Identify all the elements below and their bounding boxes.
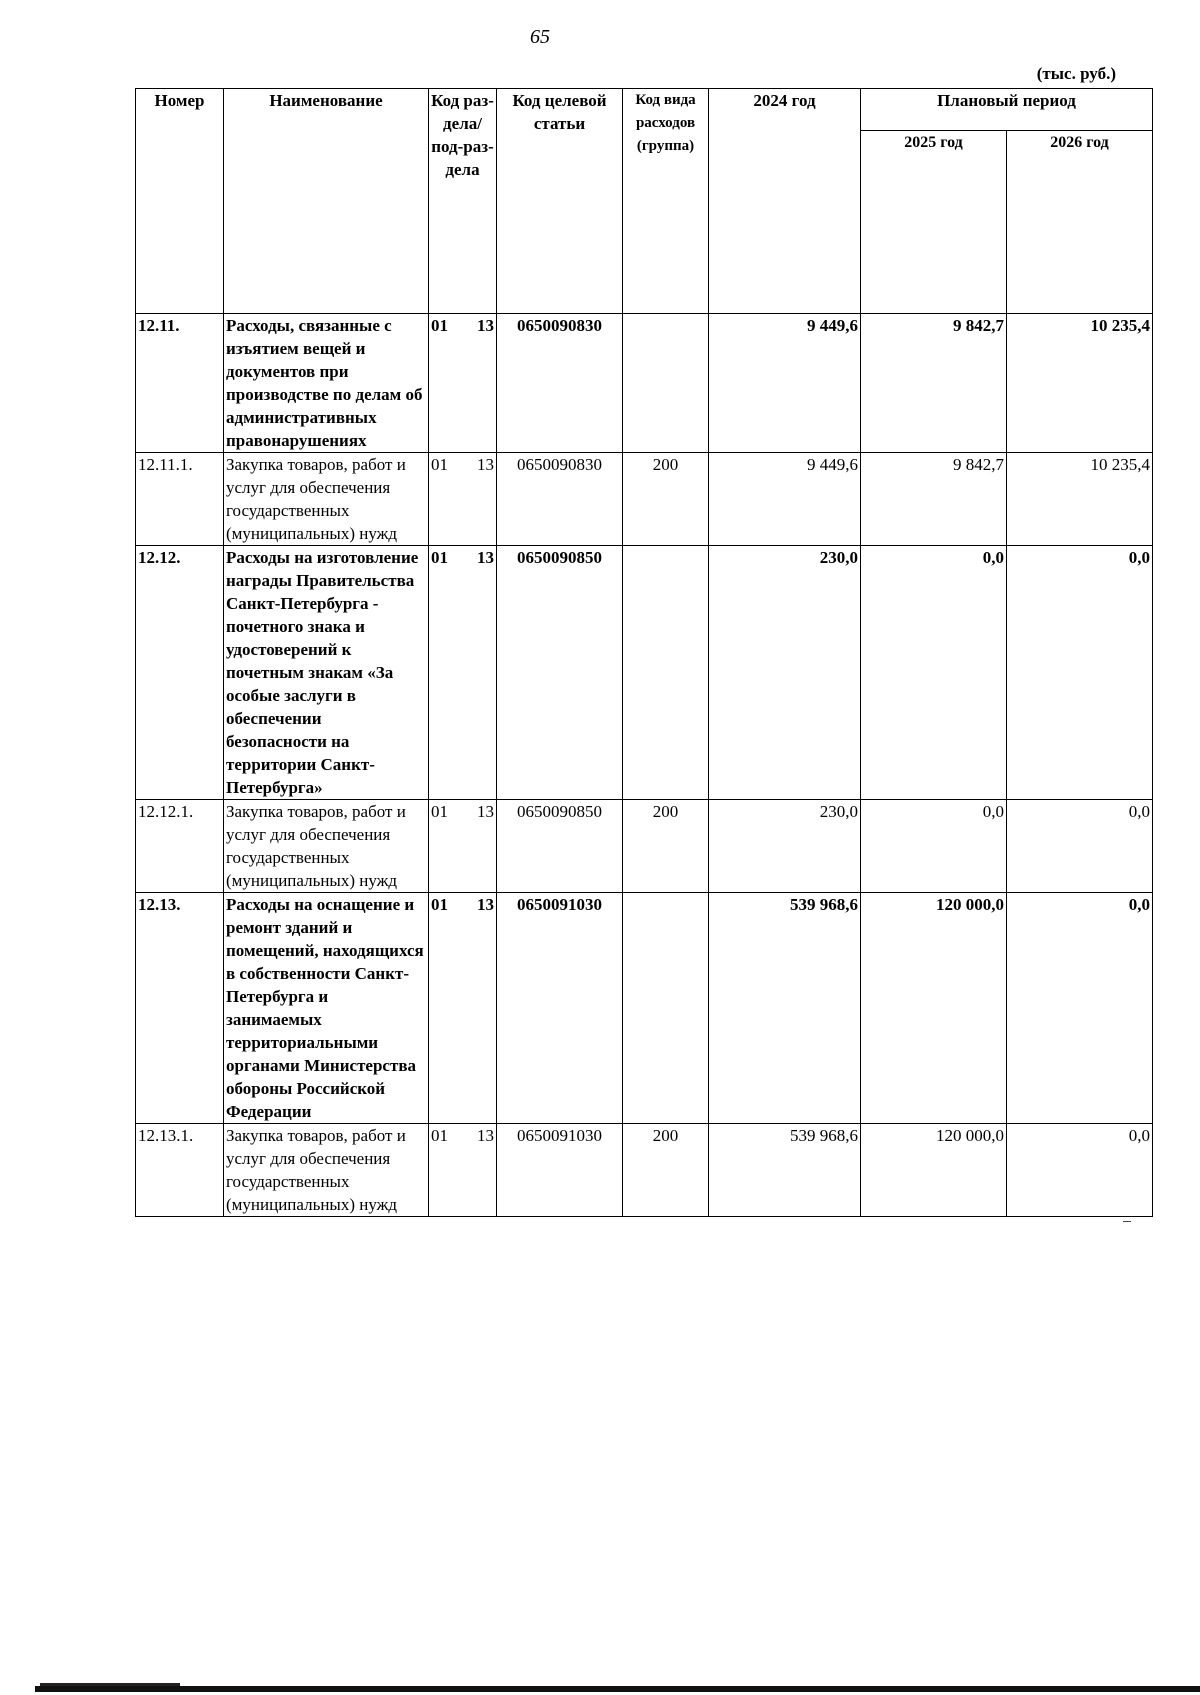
table-row (136, 314, 1153, 453)
row-value-2025: 9 842,7 (861, 453, 1007, 546)
units-label: (тыс. руб.) (1036, 64, 1116, 83)
row-value-2024: 230,0 (709, 800, 861, 893)
row-section: 01 (431, 316, 448, 335)
row-value-2025: 9 842,7 (861, 314, 1007, 453)
table-row (136, 893, 1153, 1124)
row-section: 01 (431, 548, 448, 567)
row-subsection: 13 (477, 548, 494, 567)
row-target-code: 0650090830 (497, 453, 623, 546)
row-value-2026: 0,0 (1007, 893, 1153, 1124)
header-row (136, 89, 1153, 131)
table-row (136, 453, 1153, 546)
row-value-2026: 0,0 (1007, 800, 1153, 893)
row-expense-type: 200 (623, 453, 709, 546)
row-expense-type (623, 893, 709, 1124)
row-number: 12.13. (136, 893, 224, 1124)
row-name: Закупка товаров, работ и услуг для обеспечения государственных (муниципальных) нужд (224, 800, 429, 893)
budget-table (135, 88, 1153, 1217)
row-section: 01 (431, 802, 448, 821)
row-section-code (429, 1124, 497, 1217)
row-section: 01 (431, 455, 448, 474)
row-value-2025: 120 000,0 (861, 1124, 1007, 1217)
row-value-2024: 230,0 (709, 546, 861, 800)
row-subsection: 13 (477, 802, 494, 821)
row-subsection: 13 (477, 1126, 494, 1145)
row-section-code (429, 314, 497, 453)
row-value-2024: 539 968,6 (709, 893, 861, 1124)
row-section-code (429, 453, 497, 546)
row-name: Закупка товаров, работ и услуг для обеспечения государственных (муниципальных) нужд (224, 1124, 429, 1217)
row-expense-type (623, 314, 709, 453)
row-subsection: 13 (477, 316, 494, 335)
row-subsection: 13 (477, 455, 494, 474)
table-row (136, 800, 1153, 893)
row-expense-type: 200 (623, 800, 709, 893)
header-year-2025: 2025 год (861, 131, 1007, 314)
row-expense-type (623, 546, 709, 800)
row-name: Расходы на изготовление награды Правительства Санкт-Петербурга - почетного знака и удостоверений к почетным знакам «За особые заслуги в обеспечении безопасности на территории Санкт-Петербурга» (224, 546, 429, 800)
row-number: 12.12. (136, 546, 224, 800)
row-value-2026: 10 235,4 (1007, 453, 1153, 546)
row-value-2025: 120 000,0 (861, 893, 1007, 1124)
table-row (136, 546, 1153, 800)
row-number: 12.13.1. (136, 1124, 224, 1217)
row-number: 12.11. (136, 314, 224, 453)
table-row (136, 1124, 1153, 1217)
row-value-2026: 0,0 (1007, 546, 1153, 800)
row-value-2025: 0,0 (861, 800, 1007, 893)
row-value-2024: 9 449,6 (709, 453, 861, 546)
row-value-2026: 10 235,4 (1007, 314, 1153, 453)
row-value-2025: 0,0 (861, 546, 1007, 800)
row-value-2024: 539 968,6 (709, 1124, 861, 1217)
row-name: Расходы, связанные с изъятием вещей и документов при производстве по делам об административных правонарушениях (224, 314, 429, 453)
row-section: 01 (431, 1126, 448, 1145)
page-number: 65 (530, 26, 550, 48)
row-number: 12.11.1. (136, 453, 224, 546)
header-planning-period: Плановый период (861, 89, 1153, 131)
row-value-2024: 9 449,6 (709, 314, 861, 453)
header-section-code: Код раз-дела/ под-раз-дела (429, 89, 497, 314)
row-expense-type: 200 (623, 1124, 709, 1217)
row-section-code (429, 546, 497, 800)
row-name: Расходы на оснащение и ремонт зданий и помещений, находящихся в собственности Санкт-Петербурга и занимаемых территориальными органами Министерства обороны Российской Федерации (224, 893, 429, 1124)
row-target-code: 0650091030 (497, 1124, 623, 1217)
row-target-code: 0650091030 (497, 893, 623, 1124)
row-target-code: 0650090850 (497, 800, 623, 893)
row-section: 01 (431, 895, 448, 914)
scan-dash-mark (1123, 1221, 1131, 1222)
row-section-code (429, 893, 497, 1124)
header-number: Номер (136, 89, 224, 314)
scan-edge-band (35, 1686, 1200, 1692)
row-subsection: 13 (477, 895, 494, 914)
row-name: Закупка товаров, работ и услуг для обеспечения государственных (муниципальных) нужд (224, 453, 429, 546)
row-number: 12.12.1. (136, 800, 224, 893)
row-target-code: 0650090830 (497, 314, 623, 453)
header-name: Наименование (224, 89, 429, 314)
row-target-code: 0650090850 (497, 546, 623, 800)
row-section-code (429, 800, 497, 893)
header-target-code: Код целевой статьи (497, 89, 623, 314)
header-expense-type: Код вида расходов (группа) (623, 89, 709, 314)
table-body (136, 314, 1153, 1217)
row-value-2026: 0,0 (1007, 1124, 1153, 1217)
header-year-2024: 2024 год (709, 89, 861, 314)
header-year-2026: 2026 год (1007, 131, 1153, 314)
